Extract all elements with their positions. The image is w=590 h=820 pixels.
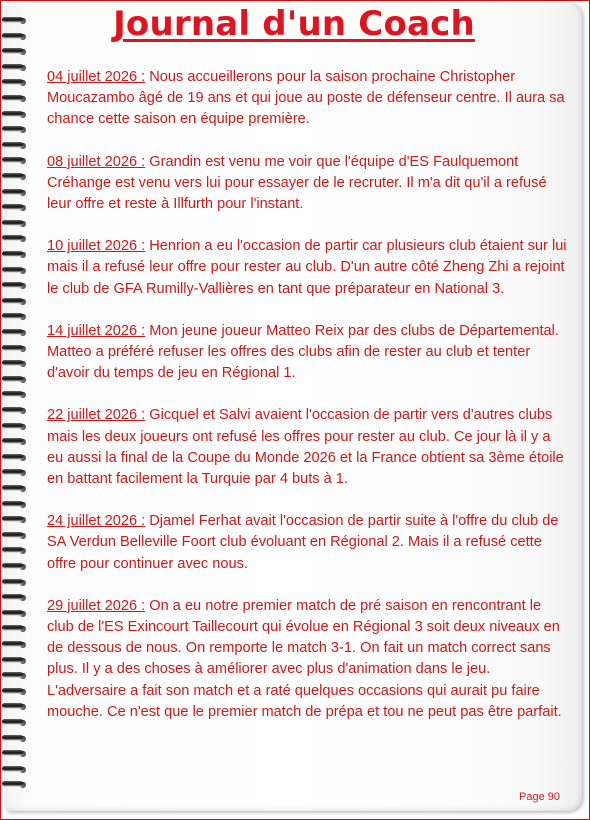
page-number: Page 90 [519,791,560,803]
entry-text: Grandin est venu me voir que l'équipe d'ES Faulquemont Créhange est venu vers lui pour essayer de le recruter. Il m'a dit qu'il a refusé leur offre et reste à Illfurth pour l'instant. [47,153,547,213]
spiral-ring [2,312,26,321]
journal-entry [47,321,569,385]
journal-entry [47,152,569,216]
spiral-ring [2,110,26,119]
spiral-ring [2,219,26,228]
spiral-ring [2,562,26,571]
page-title: Journal d'un Coach [113,4,475,44]
spiral-ring [2,546,26,555]
spiral-ring [2,468,26,477]
spiral-ring [2,94,26,103]
entry-date: 29 juillet 2026 : [47,597,146,614]
spiral-ring [2,375,26,384]
spiral-ring [2,63,26,72]
spiral-ring [2,656,26,665]
journal-entry [47,511,569,575]
spiral-ring [2,328,26,337]
spiral-ring [2,765,26,774]
spiral-ring [2,172,26,181]
spiral-ring [2,234,26,243]
spiral-ring [2,437,26,446]
spiral-ring [2,422,26,431]
spiral-ring [2,749,26,758]
entry-text: Mon jeune joueur Matteo Reix par des clubs de Départemental. Matteo a préféré refuser les offres des clubs afin de rester au club et tenter d'avoir du temps de jeu en Régional 1. [47,322,559,382]
spiral-ring [2,188,26,197]
spiral-ring [2,281,26,290]
journal-entry [47,405,569,490]
spiral-ring [2,609,26,618]
spiral-ring [2,203,26,212]
entry-text: Gicquel et Salvi avaient l'occasion de partir vers d'autres clubs mais les deux joueurs ont refusé les offres pour rester au club. Ce jour là il y a eu aussi la final de la Coupe du Monde 2026 et la France obtient sa 3ème étoile en battant facilement la Turquie par 4 buts à 1. [47,407,564,488]
spiral-ring [2,344,26,353]
journal-entry [47,67,569,131]
spiral-ring [2,531,26,540]
spiral-ring [2,266,26,275]
entry-text: Nous accueillerons pour la saison prochaine Christopher Moucazambo âgé de 19 ans et qui joue au poste de défenseur centre. Il aura sa chance cette saison en équipe première. [47,69,565,128]
entry-date: 14 juillet 2026 : [47,322,146,339]
spiral-ring [2,390,26,399]
spiral-ring [2,141,26,150]
spiral-ring [2,297,26,306]
spiral-ring [2,593,26,602]
spiral-ring [2,250,26,259]
entry-date: 24 juillet 2026 : [47,513,146,530]
spiral-ring [2,702,26,711]
entry-date: 08 juillet 2026 : [47,153,146,170]
entry-text: On a eu notre premier match de pré saison en rencontrant le club de l'ES Exincourt Taillecourt qui évolue en Régional 3 soit deux niveaux en de dessous de nous. On remporte le match 3-1. On fait un match correct sans plus. Il y a des choses à améliorer avec plus d'animation dans le jeu. L'adversaire a fait son match et a raté quelques occasions qui aurait pu faire mouche. Ce n'est que le premier match de prépa et tou ne peut pas être parfait. [47,597,562,720]
spiral-ring [2,47,26,56]
journal-entry [47,596,569,723]
spiral-ring [2,687,26,696]
entry-date: 22 juillet 2026 : [47,407,146,424]
spiral-ring [2,671,26,680]
spiral-ring [2,624,26,633]
spiral-ring [2,156,26,165]
spiral-ring [2,125,26,134]
entry-text: Djamel Ferhat avait l'occasion de partir suite à l'offre du club de SA Verdun Belleville Foort club évoluant en Régional 2. Mais il a refusé cette offre pour continuer avec nous. [47,513,559,572]
spiral-ring [2,359,26,368]
spiral-ring [2,78,26,87]
spiral-ring [2,515,26,524]
entry-text: Henrion a eu l'occasion de partir car plusieurs club étaient sur lui mais il a refusé leur offre pour rester au club. D'un autre côté Zheng Zhi a rejoint le club de GFA Rumilly-Vallières en tant que préparateur en National 3. [47,238,567,297]
spiral-ring [2,500,26,509]
spiral-ring [2,578,26,587]
entry-date: 04 juillet 2026 : [47,69,146,85]
spiral-ring [2,406,26,415]
spiral-ring [2,484,26,493]
spiral-ring [2,453,26,462]
spiral-binding [0,16,34,806]
journal-entry [47,236,569,300]
spiral-ring [2,734,26,743]
spiral-ring [2,780,26,789]
spiral-ring [2,640,26,649]
entry-date: 10 juillet 2026 : [47,238,146,255]
spiral-ring [2,718,26,727]
journal-entries [47,67,569,744]
